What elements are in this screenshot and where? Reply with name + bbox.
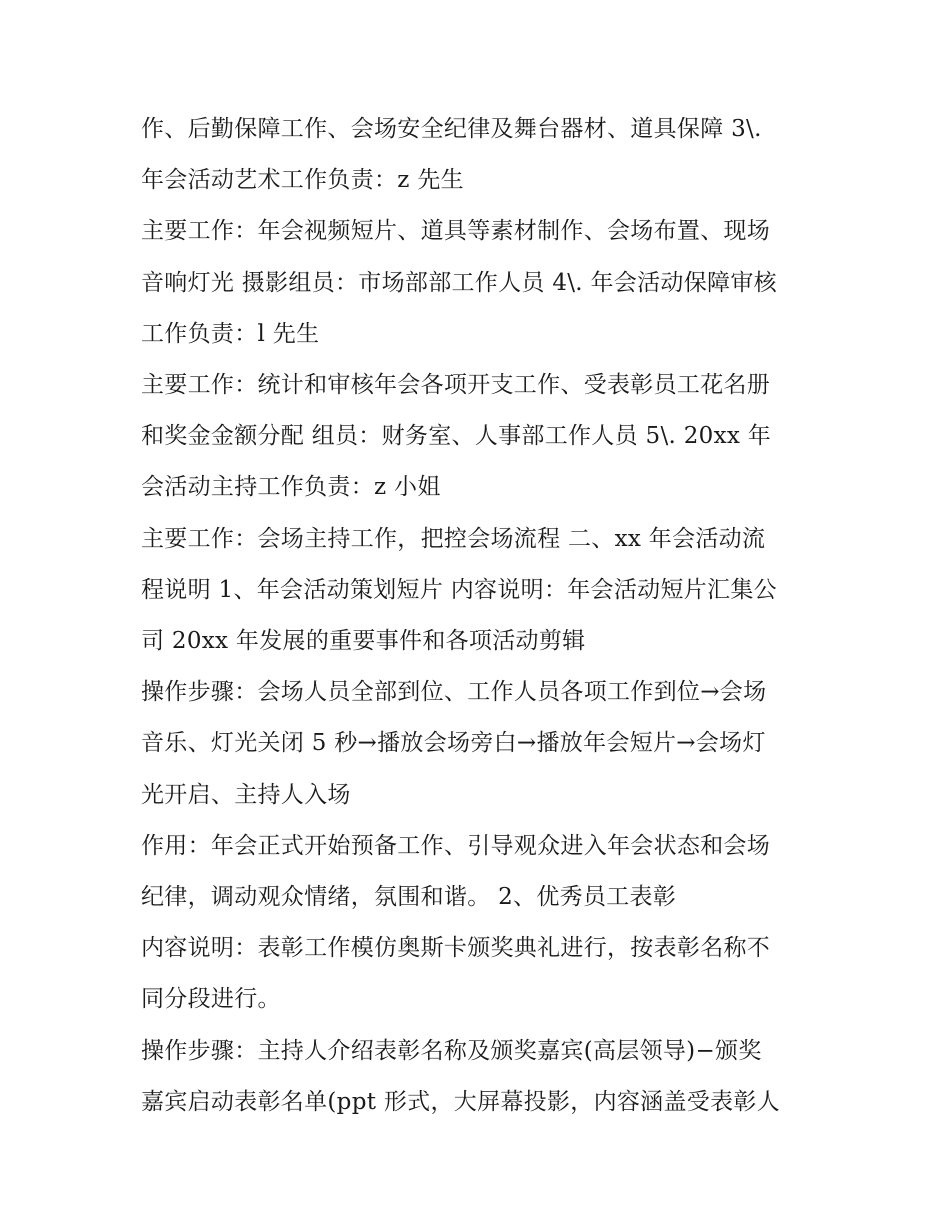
text-line: 作用：年会正式开始预备工作、引导观众进入年会状态和会场 — [141, 832, 771, 859]
text-line: 光开启、主持人入场 — [141, 781, 351, 808]
text-line: 主要工作：会场主持工作，把控会场流程 二、xx 年会活动流 — [141, 525, 766, 552]
text-line: 内容说明：表彰工作模仿奥斯卡颁奖典礼进行，按表彰名称不 — [141, 935, 771, 962]
text-line: 同分段进行。 — [141, 986, 281, 1013]
text-line: 嘉宾启动表彰名单(ppt 形式，大屏幕投影，内容涵盖受表彰人 — [141, 1088, 780, 1115]
text-line: 年会活动艺术工作负责：z 先生 — [141, 167, 464, 194]
text-line: 音乐、灯光关闭 5 秒→播放会场旁白→播放年会短片→会场灯 — [141, 730, 766, 757]
document-body — [141, 104, 821, 1128]
text-line: 主要工作：统计和审核年会各项开支工作、受表彰员工花名册 — [141, 372, 771, 399]
text-line: 工作负责：l 先生 — [141, 320, 320, 347]
text-line: 会活动主持工作负责：z 小姐 — [141, 474, 441, 501]
text-line: 司 20xx 年发展的重要事件和各项活动剪辑 — [141, 628, 586, 655]
text-line: 主要工作：年会视频短片、道具等素材制作、会场布置、现场 — [141, 218, 771, 245]
text-line: 和奖金金额分配 组员：财务室、人事部工作人员 5\. 20xx 年 — [141, 423, 772, 450]
text-line: 作、后勤保障工作、会场安全纪律及舞台器材、道具保障 3\. — [141, 116, 762, 142]
text-line: 操作步骤：主持人介绍表彰名称及颁奖嘉宾(高层领导)−颁奖 — [141, 1037, 762, 1064]
text-line: 音响灯光 摄影组员：市场部部工作人员 4\. 年会活动保障审核 — [141, 269, 777, 296]
text-line: 程说明 1、年会活动策划短片 内容说明：年会活动短片汇集公 — [141, 576, 777, 603]
text-line: 操作步骤：会场人员全部到位、工作人员各项工作到位→会场 — [141, 679, 767, 706]
text-line: 纪律，调动观众情绪，氛围和谐。 2、优秀员工表彰 — [141, 884, 677, 911]
